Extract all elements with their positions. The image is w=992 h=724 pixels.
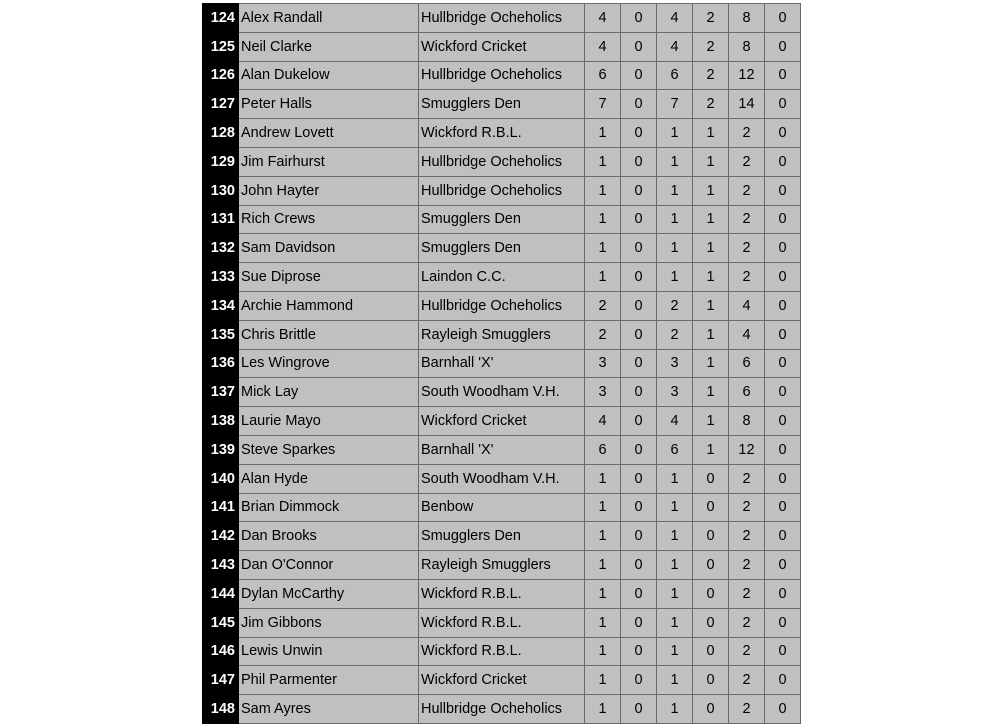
stat-cell-1: 6	[585, 435, 621, 464]
player-name-cell: Alan Dukelow	[239, 61, 419, 90]
table-row	[203, 291, 801, 320]
stat-cell-4: 2	[693, 90, 729, 119]
stat-cell-5: 2	[729, 205, 765, 234]
stat-cell-6: 0	[765, 695, 801, 724]
stat-cell-3: 1	[657, 263, 693, 292]
player-name-cell: Lewis Unwin	[239, 637, 419, 666]
team-name-cell: Wickford Cricket	[419, 666, 585, 695]
player-name-cell: Dan O'Connor	[239, 551, 419, 580]
rank-cell: 143	[203, 551, 239, 580]
player-name-cell: Sue Diprose	[239, 263, 419, 292]
stat-cell-3: 4	[657, 32, 693, 61]
player-name-cell: Archie Hammond	[239, 291, 419, 320]
team-name-cell: Wickford R.B.L.	[419, 637, 585, 666]
stat-cell-2: 0	[621, 493, 657, 522]
stat-cell-3: 1	[657, 637, 693, 666]
stat-cell-2: 0	[621, 32, 657, 61]
stat-cell-4: 1	[693, 176, 729, 205]
stat-cell-1: 1	[585, 493, 621, 522]
rank-cell: 126	[203, 61, 239, 90]
player-name-cell: Neil Clarke	[239, 32, 419, 61]
stat-cell-4: 2	[693, 61, 729, 90]
table-row	[203, 522, 801, 551]
stat-cell-6: 0	[765, 320, 801, 349]
stat-cell-3: 1	[657, 147, 693, 176]
stat-cell-3: 1	[657, 579, 693, 608]
stat-cell-6: 0	[765, 90, 801, 119]
team-name-cell: Wickford Cricket	[419, 32, 585, 61]
stat-cell-6: 0	[765, 435, 801, 464]
stat-cell-1: 3	[585, 349, 621, 378]
team-name-cell: Wickford R.B.L.	[419, 608, 585, 637]
stat-cell-4: 1	[693, 263, 729, 292]
stat-cell-5: 8	[729, 407, 765, 436]
stat-cell-5: 14	[729, 90, 765, 119]
stat-cell-5: 6	[729, 349, 765, 378]
stat-cell-5: 4	[729, 291, 765, 320]
rank-cell: 124	[203, 4, 239, 33]
stat-cell-5: 2	[729, 263, 765, 292]
stat-cell-3: 4	[657, 4, 693, 33]
rank-cell: 134	[203, 291, 239, 320]
stat-cell-4: 1	[693, 378, 729, 407]
rank-cell: 125	[203, 32, 239, 61]
stat-cell-6: 0	[765, 608, 801, 637]
stat-cell-1: 1	[585, 522, 621, 551]
stat-cell-6: 0	[765, 349, 801, 378]
table-body	[203, 4, 801, 724]
table-row	[203, 119, 801, 148]
stat-cell-5: 8	[729, 32, 765, 61]
stat-cell-5: 2	[729, 637, 765, 666]
stat-cell-4: 2	[693, 32, 729, 61]
player-name-cell: Dylan McCarthy	[239, 579, 419, 608]
rank-cell: 132	[203, 234, 239, 263]
rank-cell: 147	[203, 666, 239, 695]
stat-cell-2: 0	[621, 263, 657, 292]
rank-cell: 140	[203, 464, 239, 493]
stat-cell-5: 12	[729, 435, 765, 464]
stat-cell-5: 2	[729, 608, 765, 637]
player-name-cell: Jim Fairhurst	[239, 147, 419, 176]
stat-cell-6: 0	[765, 666, 801, 695]
stat-cell-5: 2	[729, 147, 765, 176]
stat-cell-4: 1	[693, 205, 729, 234]
table-row	[203, 637, 801, 666]
stat-cell-3: 7	[657, 90, 693, 119]
rank-cell: 135	[203, 320, 239, 349]
stat-cell-5: 2	[729, 666, 765, 695]
rank-cell: 133	[203, 263, 239, 292]
stat-cell-1: 1	[585, 637, 621, 666]
stat-cell-5: 2	[729, 579, 765, 608]
stat-cell-1: 2	[585, 320, 621, 349]
team-name-cell: Hullbridge Ocheholics	[419, 61, 585, 90]
stat-cell-3: 1	[657, 695, 693, 724]
stat-cell-5: 2	[729, 493, 765, 522]
team-name-cell: Wickford Cricket	[419, 407, 585, 436]
stat-cell-2: 0	[621, 464, 657, 493]
table-row	[203, 464, 801, 493]
stat-cell-1: 4	[585, 4, 621, 33]
team-name-cell: Rayleigh Smugglers	[419, 320, 585, 349]
rank-cell: 145	[203, 608, 239, 637]
stat-cell-4: 0	[693, 579, 729, 608]
rank-cell: 129	[203, 147, 239, 176]
team-name-cell: Laindon C.C.	[419, 263, 585, 292]
stat-cell-2: 0	[621, 147, 657, 176]
stat-cell-1: 1	[585, 205, 621, 234]
stat-cell-5: 2	[729, 522, 765, 551]
player-name-cell: Mick Lay	[239, 378, 419, 407]
team-name-cell: South Woodham V.H.	[419, 378, 585, 407]
stat-cell-1: 7	[585, 90, 621, 119]
team-name-cell: Smugglers Den	[419, 205, 585, 234]
team-name-cell: Hullbridge Ocheholics	[419, 4, 585, 33]
rank-cell: 130	[203, 176, 239, 205]
player-name-cell: Alex Randall	[239, 4, 419, 33]
rank-cell: 127	[203, 90, 239, 119]
stat-cell-2: 0	[621, 637, 657, 666]
team-name-cell: Smugglers Den	[419, 522, 585, 551]
stat-cell-6: 0	[765, 378, 801, 407]
rank-cell: 141	[203, 493, 239, 522]
stat-cell-3: 3	[657, 349, 693, 378]
stat-cell-2: 0	[621, 205, 657, 234]
stat-cell-5: 2	[729, 234, 765, 263]
stat-cell-4: 0	[693, 637, 729, 666]
stat-cell-1: 1	[585, 551, 621, 580]
table-row	[203, 320, 801, 349]
rank-cell: 138	[203, 407, 239, 436]
stat-cell-6: 0	[765, 147, 801, 176]
rank-cell: 128	[203, 119, 239, 148]
team-name-cell: Hullbridge Ocheholics	[419, 176, 585, 205]
player-name-cell: Andrew Lovett	[239, 119, 419, 148]
stat-cell-6: 0	[765, 176, 801, 205]
stat-cell-2: 0	[621, 522, 657, 551]
stat-cell-6: 0	[765, 551, 801, 580]
table-row	[203, 176, 801, 205]
table-row	[203, 378, 801, 407]
stat-cell-1: 1	[585, 666, 621, 695]
stat-cell-4: 0	[693, 695, 729, 724]
stat-cell-2: 0	[621, 320, 657, 349]
stat-cell-2: 0	[621, 579, 657, 608]
player-name-cell: Laurie Mayo	[239, 407, 419, 436]
team-name-cell: Wickford R.B.L.	[419, 119, 585, 148]
stat-cell-6: 0	[765, 263, 801, 292]
stat-cell-4: 0	[693, 493, 729, 522]
stat-cell-2: 0	[621, 435, 657, 464]
stat-cell-6: 0	[765, 291, 801, 320]
stat-cell-3: 1	[657, 522, 693, 551]
team-name-cell: Hullbridge Ocheholics	[419, 695, 585, 724]
table-row	[203, 551, 801, 580]
stat-cell-5: 12	[729, 61, 765, 90]
stat-cell-1: 1	[585, 464, 621, 493]
table-row	[203, 147, 801, 176]
player-stats-table	[202, 3, 801, 724]
player-name-cell: Sam Ayres	[239, 695, 419, 724]
player-name-cell: Steve Sparkes	[239, 435, 419, 464]
stat-cell-1: 2	[585, 291, 621, 320]
stat-cell-3: 6	[657, 61, 693, 90]
team-name-cell: Barnhall 'X'	[419, 349, 585, 378]
stat-cell-4: 1	[693, 234, 729, 263]
stat-cell-5: 2	[729, 551, 765, 580]
stat-cell-4: 1	[693, 435, 729, 464]
stat-cell-2: 0	[621, 61, 657, 90]
stat-cell-1: 4	[585, 32, 621, 61]
table-row	[203, 205, 801, 234]
player-name-cell: Brian Dimmock	[239, 493, 419, 522]
stat-cell-6: 0	[765, 407, 801, 436]
stat-cell-3: 2	[657, 291, 693, 320]
team-name-cell: Smugglers Den	[419, 234, 585, 263]
player-name-cell: John Hayter	[239, 176, 419, 205]
player-name-cell: Jim Gibbons	[239, 608, 419, 637]
team-name-cell: Barnhall 'X'	[419, 435, 585, 464]
rank-cell: 148	[203, 695, 239, 724]
stat-cell-3: 1	[657, 464, 693, 493]
player-name-cell: Chris Brittle	[239, 320, 419, 349]
stat-cell-2: 0	[621, 695, 657, 724]
table-row	[203, 90, 801, 119]
stat-cell-4: 2	[693, 4, 729, 33]
stat-cell-6: 0	[765, 119, 801, 148]
rank-cell: 136	[203, 349, 239, 378]
table-row	[203, 61, 801, 90]
stat-cell-6: 0	[765, 234, 801, 263]
stat-cell-2: 0	[621, 176, 657, 205]
stat-cell-1: 1	[585, 608, 621, 637]
team-name-cell: South Woodham V.H.	[419, 464, 585, 493]
stat-cell-4: 1	[693, 147, 729, 176]
rank-cell: 144	[203, 579, 239, 608]
rank-cell: 131	[203, 205, 239, 234]
player-name-cell: Sam Davidson	[239, 234, 419, 263]
stat-cell-5: 2	[729, 464, 765, 493]
table-row	[203, 435, 801, 464]
stat-cell-3: 1	[657, 176, 693, 205]
stat-cell-3: 1	[657, 205, 693, 234]
table-row	[203, 263, 801, 292]
stat-cell-6: 0	[765, 464, 801, 493]
stat-cell-4: 0	[693, 522, 729, 551]
stat-cell-3: 1	[657, 234, 693, 263]
stat-cell-5: 2	[729, 176, 765, 205]
stat-cell-4: 1	[693, 407, 729, 436]
team-name-cell: Hullbridge Ocheholics	[419, 147, 585, 176]
stat-cell-1: 1	[585, 119, 621, 148]
rank-cell: 146	[203, 637, 239, 666]
table-row	[203, 579, 801, 608]
stat-cell-4: 1	[693, 320, 729, 349]
stat-cell-3: 2	[657, 320, 693, 349]
stat-cell-4: 0	[693, 666, 729, 695]
rank-cell: 139	[203, 435, 239, 464]
stat-cell-3: 1	[657, 666, 693, 695]
rank-cell: 142	[203, 522, 239, 551]
stat-cell-2: 0	[621, 90, 657, 119]
stat-cell-2: 0	[621, 608, 657, 637]
stat-cell-4: 1	[693, 119, 729, 148]
player-name-cell: Phil Parmenter	[239, 666, 419, 695]
stat-cell-3: 1	[657, 119, 693, 148]
team-name-cell: Hullbridge Ocheholics	[419, 291, 585, 320]
table-row	[203, 493, 801, 522]
stat-cell-6: 0	[765, 205, 801, 234]
stat-cell-2: 0	[621, 666, 657, 695]
table-row	[203, 666, 801, 695]
stat-cell-4: 1	[693, 349, 729, 378]
stat-cell-1: 1	[585, 176, 621, 205]
stat-cell-3: 1	[657, 551, 693, 580]
team-name-cell: Benbow	[419, 493, 585, 522]
stat-cell-4: 1	[693, 291, 729, 320]
player-name-cell: Alan Hyde	[239, 464, 419, 493]
stat-cell-6: 0	[765, 61, 801, 90]
stat-cell-3: 4	[657, 407, 693, 436]
stat-cell-5: 6	[729, 378, 765, 407]
stat-cell-6: 0	[765, 32, 801, 61]
stat-cell-2: 0	[621, 234, 657, 263]
stat-cell-2: 0	[621, 4, 657, 33]
stat-cell-2: 0	[621, 349, 657, 378]
stat-cell-2: 0	[621, 551, 657, 580]
stat-cell-3: 1	[657, 608, 693, 637]
player-name-cell: Peter Halls	[239, 90, 419, 119]
table-row	[203, 407, 801, 436]
table-row	[203, 234, 801, 263]
stat-cell-2: 0	[621, 407, 657, 436]
stat-cell-1: 4	[585, 407, 621, 436]
stat-cell-6: 0	[765, 579, 801, 608]
stat-cell-5: 2	[729, 119, 765, 148]
stat-cell-1: 6	[585, 61, 621, 90]
stat-cell-2: 0	[621, 378, 657, 407]
stat-cell-4: 0	[693, 464, 729, 493]
table-row	[203, 4, 801, 33]
stat-cell-1: 1	[585, 263, 621, 292]
stat-cell-5: 4	[729, 320, 765, 349]
rank-cell: 137	[203, 378, 239, 407]
stat-cell-2: 0	[621, 291, 657, 320]
table-row	[203, 32, 801, 61]
stat-cell-1: 1	[585, 695, 621, 724]
table-row	[203, 695, 801, 724]
stat-cell-5: 2	[729, 695, 765, 724]
table-row	[203, 608, 801, 637]
stat-cell-1: 1	[585, 579, 621, 608]
player-name-cell: Dan Brooks	[239, 522, 419, 551]
stat-cell-1: 1	[585, 234, 621, 263]
stat-cell-6: 0	[765, 493, 801, 522]
stat-cell-6: 0	[765, 637, 801, 666]
team-name-cell: Rayleigh Smugglers	[419, 551, 585, 580]
team-name-cell: Wickford R.B.L.	[419, 579, 585, 608]
stat-cell-1: 3	[585, 378, 621, 407]
stat-cell-2: 0	[621, 119, 657, 148]
stat-cell-3: 1	[657, 493, 693, 522]
stat-cell-4: 0	[693, 608, 729, 637]
stat-cell-6: 0	[765, 522, 801, 551]
team-name-cell: Smugglers Den	[419, 90, 585, 119]
stat-cell-6: 0	[765, 4, 801, 33]
stat-cell-3: 6	[657, 435, 693, 464]
table-row	[203, 349, 801, 378]
stat-cell-4: 0	[693, 551, 729, 580]
stat-cell-5: 8	[729, 4, 765, 33]
player-name-cell: Les Wingrove	[239, 349, 419, 378]
stat-cell-1: 1	[585, 147, 621, 176]
player-name-cell: Rich Crews	[239, 205, 419, 234]
stat-cell-3: 3	[657, 378, 693, 407]
